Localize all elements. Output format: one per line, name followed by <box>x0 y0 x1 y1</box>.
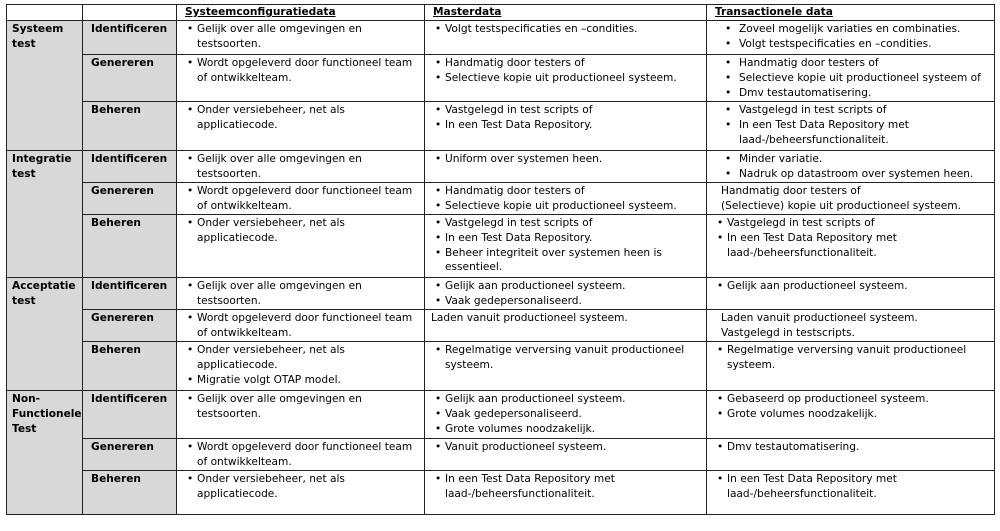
trans-cell <box>707 151 995 183</box>
list-item: • Beheer integriteit over systemen heen is essentieel. <box>431 246 702 276</box>
master-cell <box>425 278 707 310</box>
list-item: • Wordt opgeleverd door functioneel team of ontwikkelteam. <box>183 311 420 341</box>
table-row <box>7 55 995 102</box>
list-item: • Volgt testspecificaties en –condities. <box>431 22 702 37</box>
cell-text: Laden vanuit productioneel systeem. <box>721 312 918 324</box>
phase-label: Genereren <box>83 183 177 215</box>
table-row <box>7 391 995 439</box>
group-label: Non-Functionele Test <box>7 391 83 515</box>
test-data-table <box>6 4 995 515</box>
config-cell <box>177 102 425 151</box>
list-item: • In een Test Data Repository met laad-/beheersfunctionaliteit. <box>713 118 990 148</box>
master-cell <box>425 215 707 278</box>
list-item: • Onder versiebeheer, net als applicatiecode. <box>183 103 420 133</box>
master-cell <box>425 151 707 183</box>
list-item: • Regelmatige verversing vanuit productioneel systeem. <box>431 343 702 373</box>
cell-text: (Selectieve) kopie uit productioneel systeem. <box>721 199 961 212</box>
list-item: • Wordt opgeleverd door functioneel team of ontwikkelteam. <box>183 440 420 470</box>
table-row <box>7 439 995 471</box>
list-item: • Handmatig door testers of <box>431 56 702 71</box>
list-item: • Onder versiebeheer, net als applicatiecode. <box>183 216 420 246</box>
trans-cell <box>707 342 995 391</box>
list-item: • In een Test Data Repository. <box>431 231 702 246</box>
config-cell <box>177 151 425 183</box>
list-item: • Gelijk aan productioneel systeem. <box>713 279 990 294</box>
phase-label: Beheren <box>83 215 177 278</box>
list-item: • Minder variatie. <box>713 152 990 167</box>
trans-cell <box>707 21 995 55</box>
master-cell <box>425 439 707 471</box>
trans-cell <box>707 471 995 515</box>
config-cell <box>177 55 425 102</box>
document-page <box>6 4 995 515</box>
group-label: Integratie test <box>7 151 83 278</box>
trans-cell <box>707 391 995 439</box>
table-row <box>7 342 995 391</box>
master-cell <box>425 102 707 151</box>
list-item: • Gelijk aan productioneel systeem. <box>431 392 702 407</box>
list-item: • Vastgelegd in test scripts of <box>431 103 702 118</box>
config-cell <box>177 342 425 391</box>
phase-label: Beheren <box>83 102 177 151</box>
list-item: • Grote volumes noodzakelijk. <box>431 422 702 437</box>
cell-text: Laden vanuit productioneel systeem. <box>431 312 628 324</box>
list-item: • Vastgelegd in test scripts of <box>713 103 990 118</box>
list-item: • Selectieve kopie uit productioneel systeem. <box>431 71 702 86</box>
header-trans: Transactionele data <box>707 5 995 21</box>
list-item: • Migratie volgt OTAP model. <box>183 373 420 388</box>
table-row <box>7 151 995 183</box>
config-cell <box>177 21 425 55</box>
list-item: • Vaak gedepersonaliseerd. <box>431 407 702 422</box>
corner-cell <box>83 5 177 21</box>
phase-label: Beheren <box>83 471 177 515</box>
list-item: • Selectieve kopie uit productioneel systeem. <box>431 199 702 214</box>
list-item: • In een Test Data Repository met laad-/beheersfunctionaliteit. <box>431 472 702 502</box>
master-cell <box>425 55 707 102</box>
list-item: • In een Test Data Repository. <box>431 118 702 133</box>
list-item: • Zoveel mogelijk variaties en combinaties. <box>713 22 990 37</box>
list-item: • Vanuit productioneel systeem. <box>431 440 702 455</box>
table-row <box>7 102 995 151</box>
config-cell <box>177 391 425 439</box>
list-item: • Onder versiebeheer, net als applicatiecode. <box>183 343 420 373</box>
phase-label: Genereren <box>83 439 177 471</box>
table-row <box>7 215 995 278</box>
list-item: • Regelmatige verversing vanuit productioneel systeem. <box>713 343 990 373</box>
phase-label: Genereren <box>83 55 177 102</box>
master-cell <box>425 471 707 515</box>
list-item: • Vaak gedepersonaliseerd. <box>431 294 702 309</box>
config-cell <box>177 471 425 515</box>
trans-cell <box>707 278 995 310</box>
list-item: • Dmv testautomatisering. <box>713 440 990 455</box>
config-cell <box>177 278 425 310</box>
config-cell <box>177 215 425 278</box>
list-item: • Vastgelegd in test scripts of <box>431 216 702 231</box>
phase-label: Genereren <box>83 310 177 342</box>
list-item: • Nadruk op datastroom over systemen heen. <box>713 167 990 182</box>
corner-cell <box>7 5 83 21</box>
config-cell <box>177 439 425 471</box>
list-item: • In een Test Data Repository met laad-/beheersfunctionaliteit. <box>713 472 990 502</box>
list-item: • Handmatig door testers of <box>713 56 990 71</box>
table-row <box>7 278 995 310</box>
master-cell <box>425 342 707 391</box>
list-item: • Volgt testspecificaties en –condities. <box>713 37 990 52</box>
phase-label: Identificeren <box>83 21 177 55</box>
list-item: • Gelijk over alle omgevingen en testsoorten. <box>183 22 420 52</box>
header-config: Systeemconfiguratiedata <box>177 5 425 21</box>
trans-cell <box>707 439 995 471</box>
master-cell <box>425 183 707 215</box>
phase-label: Identificeren <box>83 278 177 310</box>
table-row <box>7 183 995 215</box>
list-item: • Onder versiebeheer, net als applicatiecode. <box>183 472 420 502</box>
header-master: Masterdata <box>425 5 707 21</box>
list-item: • Gelijk aan productioneel systeem. <box>431 279 702 294</box>
list-item: • Wordt opgeleverd door functioneel team of ontwikkelteam. <box>183 56 420 86</box>
list-item: • Selectieve kopie uit productioneel systeem of <box>713 71 990 86</box>
list-item: • Gelijk over alle omgevingen en testsoorten. <box>183 279 420 309</box>
trans-cell <box>707 102 995 151</box>
master-cell <box>425 310 707 342</box>
group-label: Acceptatie test <box>7 278 83 391</box>
header-row <box>7 5 995 21</box>
group-label: Systeem test <box>7 21 83 151</box>
master-cell <box>425 391 707 439</box>
list-item: • Grote volumes noodzakelijk. <box>713 407 990 422</box>
trans-cell <box>707 183 995 215</box>
cell-text: Vastgelegd in testscripts. <box>721 326 855 339</box>
phase-label: Identificeren <box>83 391 177 439</box>
master-cell <box>425 21 707 55</box>
list-item: • Uniform over systemen heen. <box>431 152 702 167</box>
table-row <box>7 471 995 515</box>
trans-cell <box>707 310 995 342</box>
list-item: • In een Test Data Repository met laad-/beheersfunctionaliteit. <box>713 231 990 261</box>
cell-text: Handmatig door testers of <box>721 185 861 197</box>
list-item: • Handmatig door testers of <box>431 184 702 199</box>
phase-label: Identificeren <box>83 151 177 183</box>
list-item: • Gelijk over alle omgevingen en testsoorten. <box>183 392 420 422</box>
phase-label: Beheren <box>83 342 177 391</box>
trans-cell <box>707 215 995 278</box>
config-cell <box>177 310 425 342</box>
list-item: • Wordt opgeleverd door functioneel team of ontwikkelteam. <box>183 184 420 214</box>
trans-cell <box>707 55 995 102</box>
config-cell <box>177 183 425 215</box>
list-item: • Vastgelegd in test scripts of <box>713 216 990 231</box>
list-item: • Gelijk over alle omgevingen en testsoorten. <box>183 152 420 182</box>
list-item: • Gebaseerd op productioneel systeem. <box>713 392 990 407</box>
table-row <box>7 310 995 342</box>
list-item: • Dmv testautomatisering. <box>713 86 990 101</box>
table-row <box>7 21 995 55</box>
